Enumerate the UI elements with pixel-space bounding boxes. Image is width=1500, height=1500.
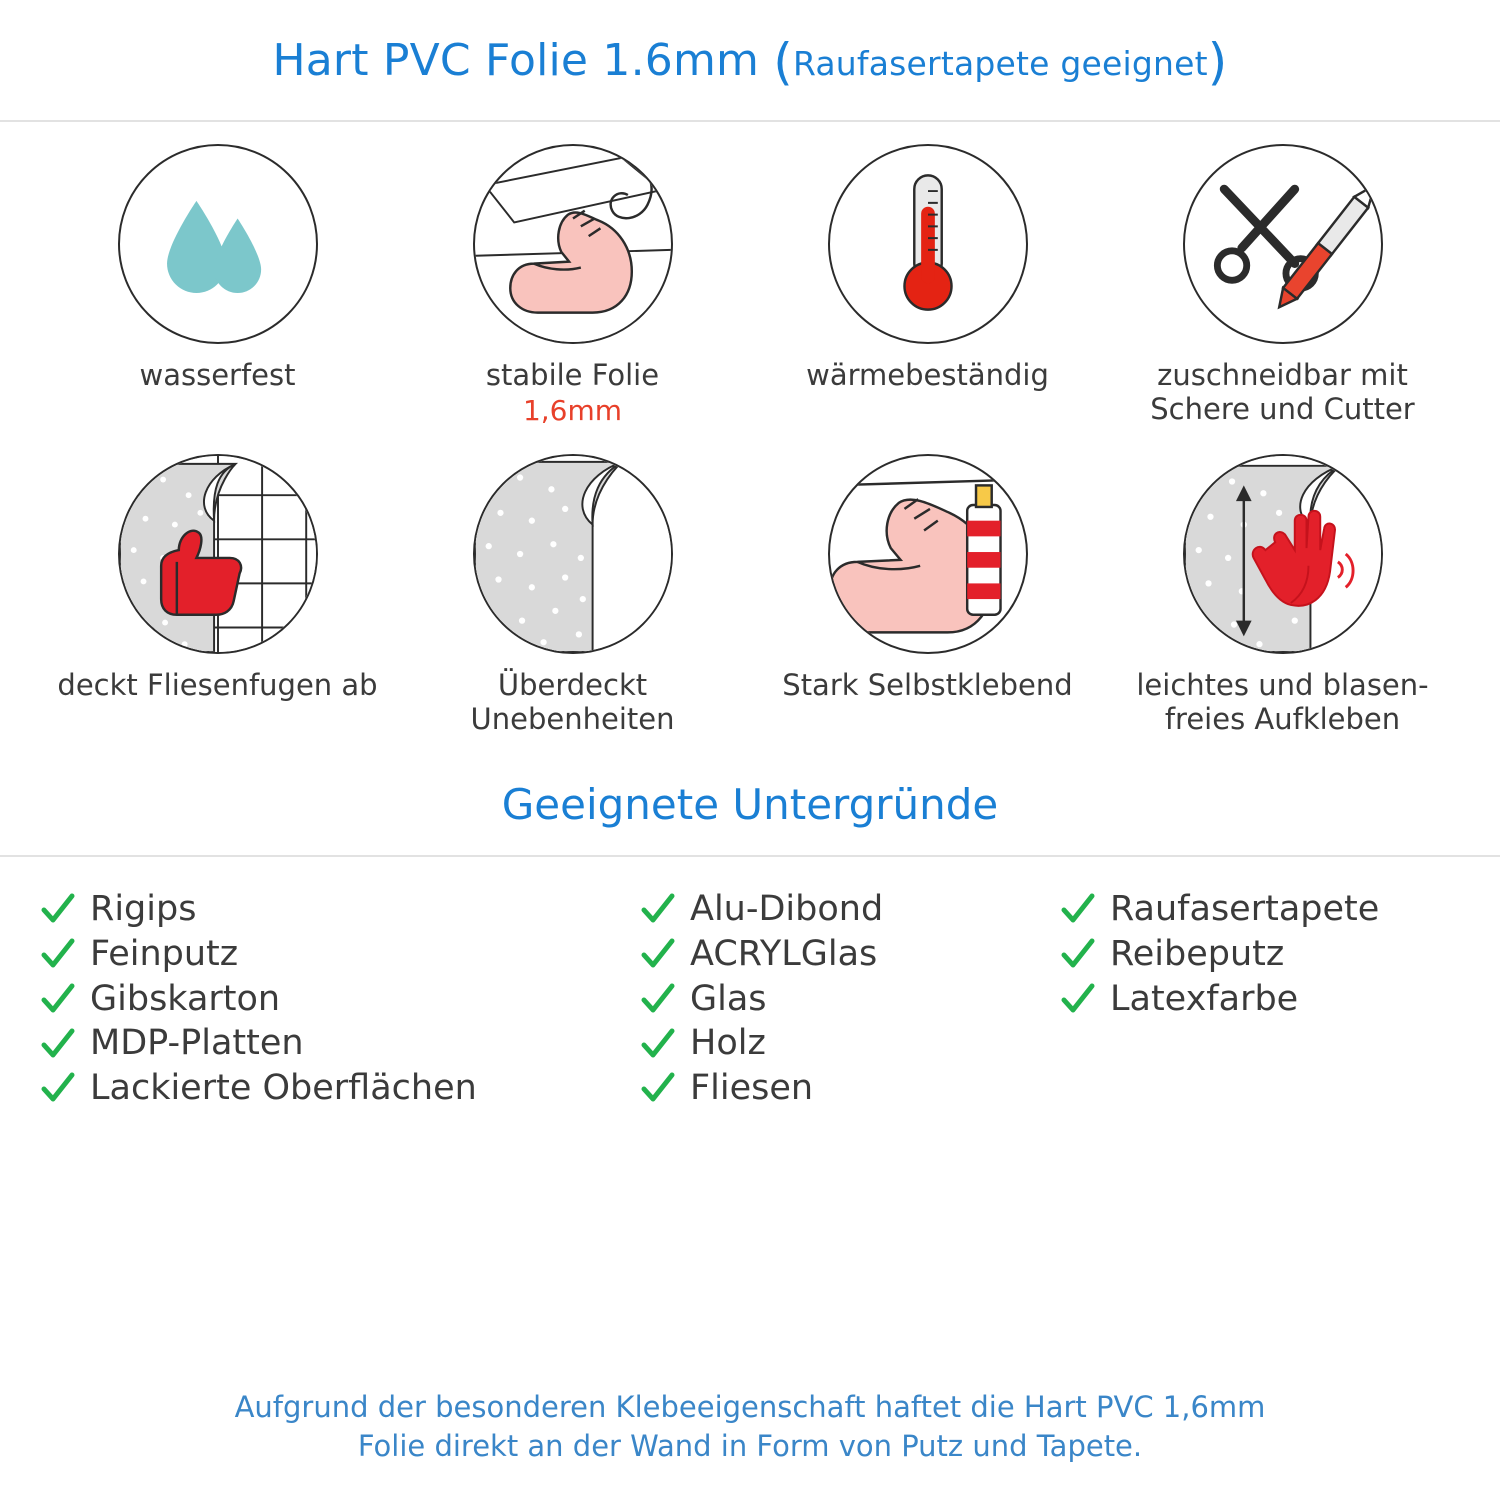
substrate-label: ACRYLGlas	[690, 933, 878, 974]
substrate-label: Alu-Dibond	[690, 889, 884, 929]
list-item	[40, 1070, 640, 1107]
feature-caption	[1118, 668, 1448, 736]
page-title	[272, 32, 1228, 91]
arm-glue-tube-icon	[828, 454, 1028, 654]
list-item	[640, 891, 1060, 928]
substrate-label: Fliesen	[690, 1068, 814, 1108]
substrate-column-1	[40, 891, 640, 1107]
feature-grid	[0, 122, 1500, 764]
check-icon	[40, 1026, 76, 1062]
footer-line-2: Folie direkt an der Wand in Form von Putz und Tapete.	[357, 1428, 1143, 1463]
feature-label: wasserfest	[139, 358, 296, 392]
paren-close: )	[1207, 32, 1228, 91]
substrate-label: MDP-Platten	[90, 1023, 304, 1064]
check-icon	[1060, 981, 1096, 1017]
check-icon	[640, 981, 676, 1017]
check-icon	[40, 1070, 76, 1106]
feature-caption	[486, 358, 659, 427]
feature-caption	[782, 668, 1072, 702]
check-icon	[40, 981, 76, 1017]
feature-item	[1105, 144, 1460, 454]
water-drops-icon	[118, 144, 318, 344]
list-item	[40, 933, 640, 974]
paren-open: (	[773, 32, 793, 91]
feature-item	[750, 454, 1105, 764]
scissors-cutter-icon	[1183, 144, 1383, 344]
feature-label: leichtes und blasen- freies Aufkleben	[1136, 668, 1429, 737]
page-title-sub: Raufasertapete geeignet	[792, 43, 1208, 83]
substrate-label: Glas	[690, 978, 767, 1019]
substrate-label: Latexfarbe	[1110, 978, 1299, 1019]
list-item	[1060, 933, 1500, 974]
list-item	[640, 1070, 1060, 1107]
section-heading: Geeignete Untergründe	[0, 780, 1500, 857]
substrate-list	[0, 857, 1500, 1107]
feature-caption	[1118, 358, 1448, 426]
substrate-column-3	[1060, 891, 1500, 1107]
page-title-main: Hart PVC Folie 1.6mm	[272, 34, 760, 86]
check-icon	[640, 891, 676, 927]
feature-caption	[806, 358, 1049, 392]
thumbs-up-tile-joint-icon	[118, 454, 318, 654]
feature-caption	[57, 668, 377, 702]
feature-item	[40, 454, 395, 764]
substrate-label: Lackierte Oberflächen	[90, 1068, 477, 1108]
list-item	[640, 978, 1060, 1019]
substrate-label: Reibeputz	[1110, 933, 1285, 974]
feature-item	[395, 454, 750, 764]
substrate-label: Feinputz	[90, 933, 239, 974]
page-header	[0, 0, 1500, 122]
substrate-label: Gibskarton	[90, 978, 281, 1019]
hand-smoothing-icon	[1183, 454, 1383, 654]
check-icon	[640, 1026, 676, 1062]
substrate-label: Raufasertapete	[1110, 889, 1380, 929]
check-icon	[640, 936, 676, 972]
list-item	[40, 978, 640, 1019]
feature-label: wärmebeständig	[806, 358, 1049, 392]
check-icon	[1060, 891, 1096, 927]
substrate-label: Rigips	[90, 889, 197, 929]
feature-item	[750, 144, 1105, 454]
feature-label: Überdeckt Unebenheiten	[470, 668, 675, 737]
check-icon	[40, 891, 76, 927]
check-icon	[1060, 936, 1096, 972]
list-item	[1060, 891, 1500, 928]
substrate-column-2	[640, 891, 1060, 1107]
list-item	[640, 1025, 1060, 1062]
footer-note	[0, 1388, 1500, 1466]
feature-caption	[139, 358, 295, 392]
feature-item	[1105, 454, 1460, 764]
feature-label: Stark Selbstklebend	[782, 668, 1073, 702]
footer-line-1: Aufgrund der besonderen Klebeeigenschaft haftet die Hart PVC 1,6mm	[234, 1389, 1266, 1424]
feature-item	[40, 144, 395, 454]
check-icon	[640, 1070, 676, 1106]
check-icon	[40, 936, 76, 972]
feature-label: stabile Folie	[485, 358, 660, 392]
feature-label: zuschneidbar mit Schere und Cutter	[1150, 358, 1415, 427]
thermometer-icon	[828, 144, 1028, 344]
feature-caption	[408, 668, 738, 736]
list-item	[1060, 978, 1500, 1019]
list-item	[40, 891, 640, 928]
strong-film-arm-icon	[473, 144, 673, 344]
feature-thickness-note: 1,6mm	[522, 394, 623, 428]
list-item	[40, 1025, 640, 1062]
list-item	[640, 933, 1060, 974]
feature-item	[395, 144, 750, 454]
peeling-foil-icon	[473, 454, 673, 654]
feature-label: deckt Fliesenfugen ab	[57, 668, 378, 702]
substrate-label: Holz	[690, 1023, 766, 1064]
